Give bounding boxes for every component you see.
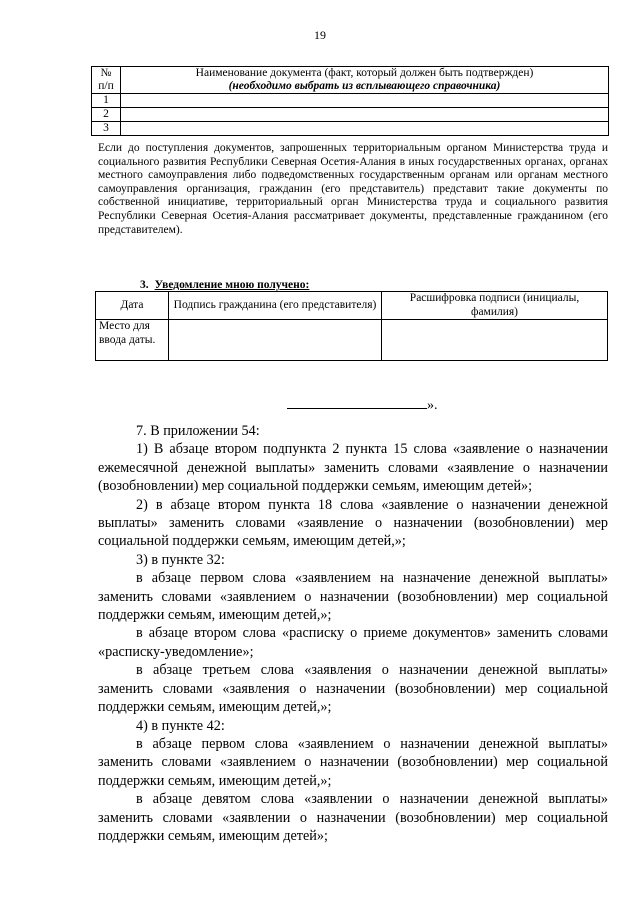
document-name-cell[interactable] — [121, 122, 609, 136]
signature-column-header: Подпись гражданина (его представителя) — [169, 292, 382, 320]
document-name-header-title: Наименование документа (факт, который должен быть подтвержден) — [195, 67, 534, 79]
notice-heading — [140, 279, 309, 291]
documents-info-paragraph: Если до поступления документов, запрошенных территориальным органом Министерства труда и социального развития Республики Северная Осетия-Алания в иных государственных органах, органах местного самоуправления либо подведомственных государственным органам или органам местного самоуправления организация, гражданин (его представитель) представит такие документы по собственной инициативе, территориальный орган Министерства труда и социального развития Республики Северная Осетия-Алания рассматривает документы, представленные гражданином (его представителем). — [98, 142, 608, 236]
closing-quote: ». — [427, 398, 438, 413]
notice-receipt-table — [95, 291, 608, 361]
paragraph-subitem-1: 1) В абзаце втором подпункта 2 пункта 15 слова «заявление о назначении ежемесячной денежной выплаты» заменить словами «заявление о назначении (возобновлении) мер социальной поддержки семьям, имеющим детей»; — [98, 441, 608, 495]
decoding-column-header: Расшифровка подписи (инициалы, фамилия) — [382, 292, 608, 320]
number-header-line2: п/п — [98, 80, 114, 92]
signature-decoding-cell[interactable] — [382, 320, 608, 361]
document-name-header-hint: (необходимо выбрать из всплывающего справочника) — [228, 80, 501, 92]
signature-blank-line — [287, 396, 427, 409]
paragraph-item-7: 7. В приложении 54: — [136, 423, 260, 439]
paragraph-32-abzac-3: в абзаце третьем слова «заявления о назначении денежной выплаты» заменить словами «заявления о назначении (возобновлении) мер социальной поддержки семьям, имеющим детей,»; — [98, 662, 608, 716]
document-name-cell[interactable] — [121, 94, 609, 108]
table-row — [92, 108, 609, 122]
paragraph-32-abzac-1: в абзаце первом слова «заявлением на назначение денежной выплаты» заменить словами «заявлением о назначении (возобновлении) мер социальной поддержки семьям, имеющим детей,»; — [98, 570, 608, 624]
paragraph-subitem-3: 3) в пункте 32: — [136, 551, 225, 568]
table-row — [92, 94, 609, 108]
paragraph-42-abzac-9: в абзаце девятом слова «заявлении о назначении денежной выплаты» заменить словами «заявлении о назначении (возобновлении) мер социальной поддержки семьям, имеющим детей»; — [98, 791, 608, 844]
date-input-cell[interactable]: Место для ввода даты. — [96, 320, 169, 361]
number-column-header — [92, 67, 121, 94]
page-number: 19 — [314, 28, 326, 42]
table-row — [92, 122, 609, 136]
date-column-header: Дата — [96, 292, 169, 320]
notice-header-row — [96, 292, 608, 320]
document-name-cell[interactable] — [121, 108, 609, 122]
amendments-text — [98, 422, 608, 845]
paragraph-subitem-4: 4) в пункте 42: — [136, 717, 225, 734]
row-number: 3 — [92, 122, 121, 136]
closing-line — [287, 396, 438, 414]
notice-heading-text: Уведомление мною получено: — [154, 279, 310, 291]
document-name-column-header — [121, 67, 609, 94]
notice-heading-number: 3. — [140, 279, 149, 291]
table-header-row — [92, 67, 609, 94]
documents-table — [91, 66, 609, 136]
signature-cell[interactable] — [169, 320, 382, 361]
row-number: 2 — [92, 108, 121, 122]
row-number: 1 — [92, 94, 121, 108]
paragraph-subitem-2: 2) в абзаце втором пункта 18 слова «заявление о назначении денежной выплаты» заменить словами «заявление о назначении (возобновлении) мер социальной поддержки семьям, имеющим детей,»; — [98, 496, 608, 550]
paragraph-32-abzac-2: в абзаце втором слова «расписку о приеме документов» заменить словами «расписку-уведомление»; — [98, 625, 608, 660]
paragraph-42-abzac-1: в абзаце первом слова «заявлением о назначении денежной выплаты» заменить словами «заявлением о назначении (возобновлении) мер социальной поддержки семьям, имеющим детей,»; — [98, 735, 608, 789]
number-header-line1: № — [100, 67, 112, 79]
notice-input-row — [96, 320, 608, 361]
